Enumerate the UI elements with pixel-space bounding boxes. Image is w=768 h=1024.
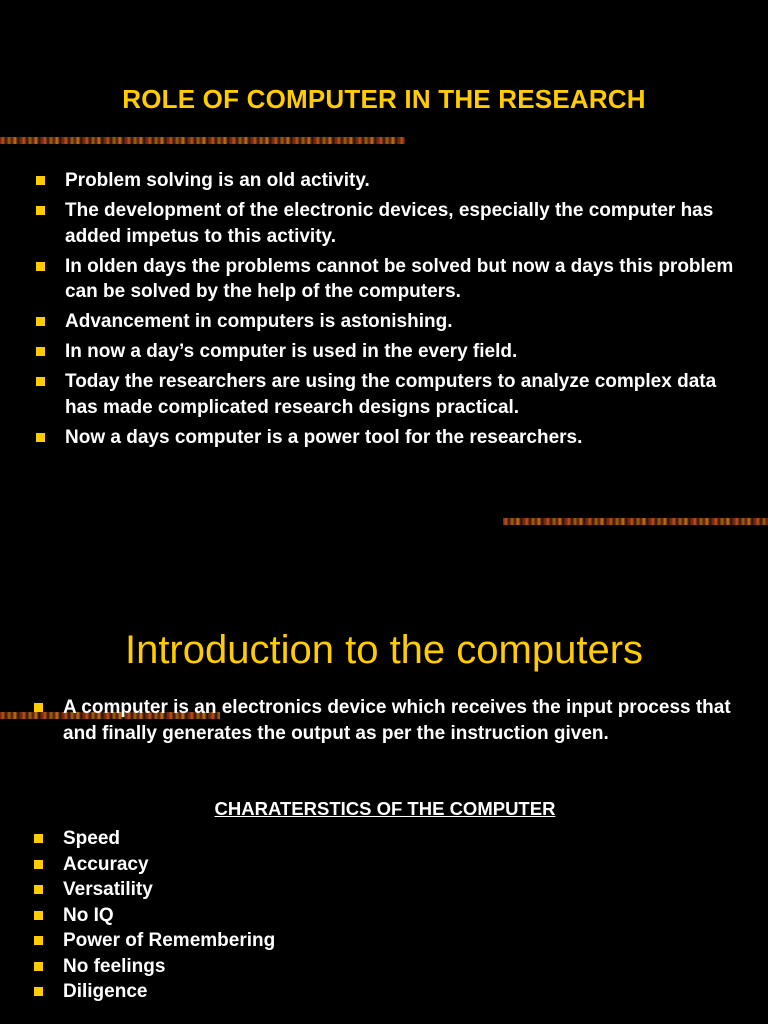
slide-introduction — [0, 540, 768, 1024]
list-item: Now a days computer is a power tool for the researchers. — [36, 425, 736, 451]
list-item: No feelings — [34, 954, 534, 980]
list-item: A computer is an electronics device which receives the input process that and finally generates the output as per the instruction given. — [34, 695, 744, 746]
square-bullet-icon — [34, 885, 43, 894]
square-bullet-icon — [36, 377, 45, 386]
list-item: Advancement in computers is astonishing. — [36, 309, 736, 335]
characteristics-list — [34, 826, 534, 1005]
square-bullet-icon — [34, 911, 43, 920]
decorative-stripe — [503, 518, 768, 525]
decorative-stripe — [0, 137, 405, 144]
slide-title: ROLE OF COMPUTER IN THE RESEARCH — [122, 84, 646, 114]
square-bullet-icon — [34, 703, 43, 712]
list-item: No IQ — [34, 903, 534, 929]
square-bullet-icon — [36, 262, 45, 271]
square-bullet-icon — [36, 433, 45, 442]
square-bullet-icon — [36, 176, 45, 185]
list-item: Power of Remembering — [34, 928, 534, 954]
square-bullet-icon — [34, 860, 43, 869]
list-item: Today the researchers are using the computers to analyze complex data has made complicated research designs practical. — [36, 369, 736, 420]
list-item: The development of the electronic devices, especially the computer has added impetus to this activity. — [36, 198, 736, 249]
square-bullet-icon — [34, 834, 43, 843]
square-bullet-icon — [34, 962, 43, 971]
square-bullet-icon — [36, 347, 45, 356]
square-bullet-icon — [36, 317, 45, 326]
square-bullet-icon — [36, 206, 45, 215]
bullet-list — [36, 168, 736, 455]
list-item: In olden days the problems cannot be solved but now a days this problem can be solved by the help of the computers. — [36, 254, 736, 305]
list-item: Accuracy — [34, 852, 534, 878]
intro-bullet-list — [34, 695, 744, 746]
list-item: Problem solving is an old activity. — [36, 168, 736, 194]
slide-title: Introduction to the computers — [124, 628, 644, 672]
square-bullet-icon — [34, 936, 43, 945]
list-item: In now a day’s computer is used in the every field. — [36, 339, 736, 365]
section-heading: CHARATERSTICS OF THE COMPUTER — [214, 798, 556, 819]
list-item: Versatility — [34, 877, 534, 903]
list-item: Diligence — [34, 979, 534, 1005]
square-bullet-icon — [34, 987, 43, 996]
list-item: Speed — [34, 826, 534, 852]
